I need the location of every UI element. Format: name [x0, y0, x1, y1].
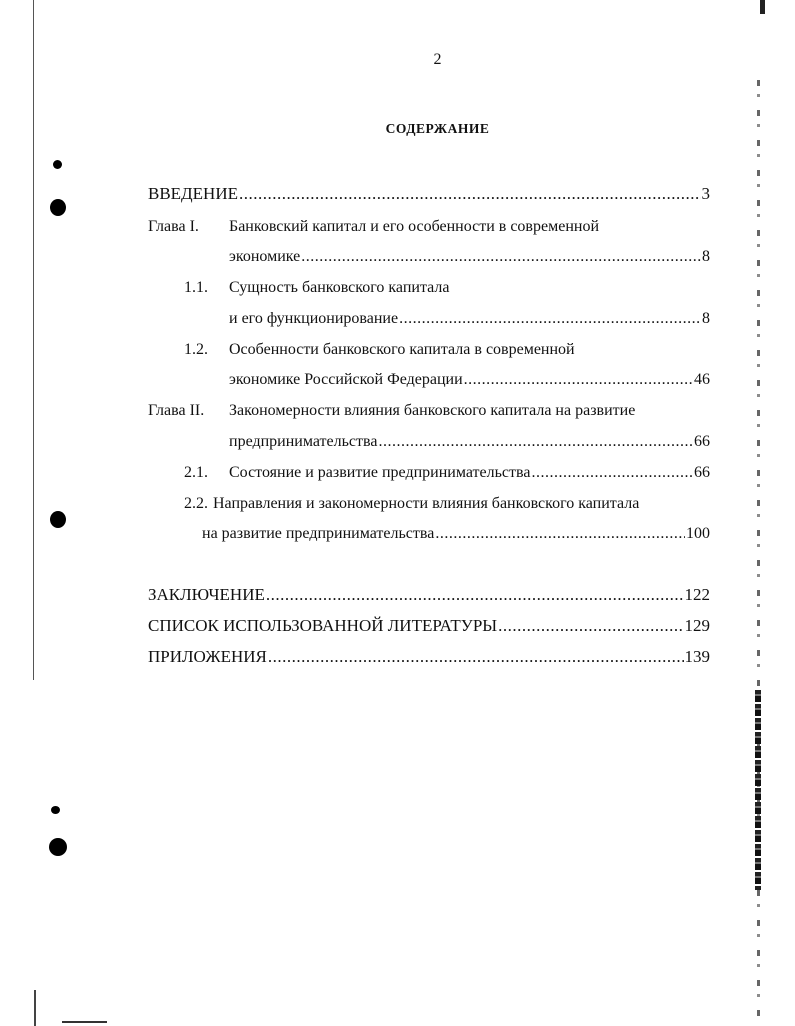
toc-chapter1-number: Глава I.	[148, 218, 199, 235]
toc-section-1-2-line1: Особенности банковского капитала в современной	[229, 341, 575, 358]
toc-intro-label: ВВЕДЕНИЕ	[148, 184, 238, 203]
toc-section-1-1-line2	[229, 309, 710, 329]
toc-chapter2-title-text: предпринимательства	[229, 433, 378, 450]
toc-section-1-1-text: и его функционирование	[229, 310, 399, 327]
punch-hole-1	[50, 199, 66, 216]
dot-leader	[531, 463, 693, 483]
toc-section-2-1-number: 2.1.	[184, 464, 208, 481]
toc-section-2-2-number: 2.2.	[184, 495, 208, 512]
toc-conclusion	[148, 585, 710, 605]
scan-mark-top-right	[760, 0, 765, 14]
toc-section-2-1-page: 66	[694, 464, 710, 481]
toc-section-2-1-line1	[229, 463, 710, 483]
toc-chapter2-page: 66	[694, 433, 710, 450]
page-number: 2	[433, 51, 442, 68]
toc-section-1-2-line2	[229, 370, 710, 390]
toc-intro	[148, 184, 710, 204]
punch-mark-2	[51, 806, 60, 814]
dot-leader	[435, 524, 685, 544]
toc-references	[148, 616, 710, 636]
toc-section-2-2-text: на развитие предпринимательства	[202, 525, 435, 542]
toc-conclusion-page: 122	[684, 585, 710, 604]
toc-chapter2-title-line1: Закономерности влияния банковского капитала на развитие	[229, 402, 636, 419]
toc-chapter1-title-line1: Банковский капитал и его особенности в современной	[229, 218, 599, 235]
toc-chapter1-title-line2	[229, 247, 710, 267]
dot-leader	[268, 647, 684, 667]
toc-section-1-2-text: экономике Российской Федерации	[229, 371, 463, 388]
toc-section-2-1-text: Состояние и развитие предпринимательства	[229, 464, 531, 481]
toc-references-page: 129	[684, 616, 710, 635]
toc-appendices-label: ПРИЛОЖЕНИЯ	[148, 647, 267, 666]
toc-appendices	[148, 647, 710, 667]
toc-intro-page: 3	[701, 184, 710, 203]
toc-appendices-page: 139	[684, 647, 710, 666]
toc-conclusion-label: ЗАКЛЮЧЕНИЕ	[148, 585, 265, 604]
toc-title: СОДЕРЖАНИЕ	[385, 121, 490, 136]
toc-section-1-1-page: 8	[702, 310, 710, 327]
dot-leader	[266, 585, 684, 605]
toc-section-2-2-page: 100	[686, 525, 710, 542]
scan-edge-left-bottom	[34, 990, 36, 1026]
toc-section-1-1-line1: Сущность банковского капитала	[229, 279, 450, 296]
dot-leader	[399, 309, 701, 329]
scan-edge-right-heavy	[755, 690, 761, 890]
punch-hole-3	[49, 838, 67, 856]
dot-leader	[464, 370, 693, 390]
scan-line-bottom	[62, 1021, 107, 1023]
punch-mark-1	[53, 160, 62, 169]
scan-edge-left	[33, 0, 34, 680]
dot-leader	[378, 432, 693, 452]
dot-leader	[498, 616, 683, 636]
dot-leader	[301, 247, 701, 267]
toc-chapter2-number: Глава II.	[148, 402, 205, 419]
toc-section-1-2-number: 1.2.	[184, 341, 208, 358]
toc-section-2-2-line2	[202, 524, 710, 544]
toc-section-1-2-page: 46	[694, 371, 710, 388]
toc-chapter1-title-text: экономике	[229, 248, 301, 265]
toc-section-2-2-line1: Направления и закономерности влияния банковского капитала	[213, 495, 640, 512]
toc-section-1-1-number: 1.1.	[184, 279, 208, 296]
dot-leader	[239, 184, 701, 204]
toc-chapter2-title-line2	[229, 432, 710, 452]
punch-hole-2	[50, 511, 66, 528]
toc-references-label: СПИСОК ИСПОЛЬЗОВАННОЙ ЛИТЕРАТУРЫ	[148, 616, 498, 635]
toc-chapter1-page: 8	[702, 248, 710, 265]
